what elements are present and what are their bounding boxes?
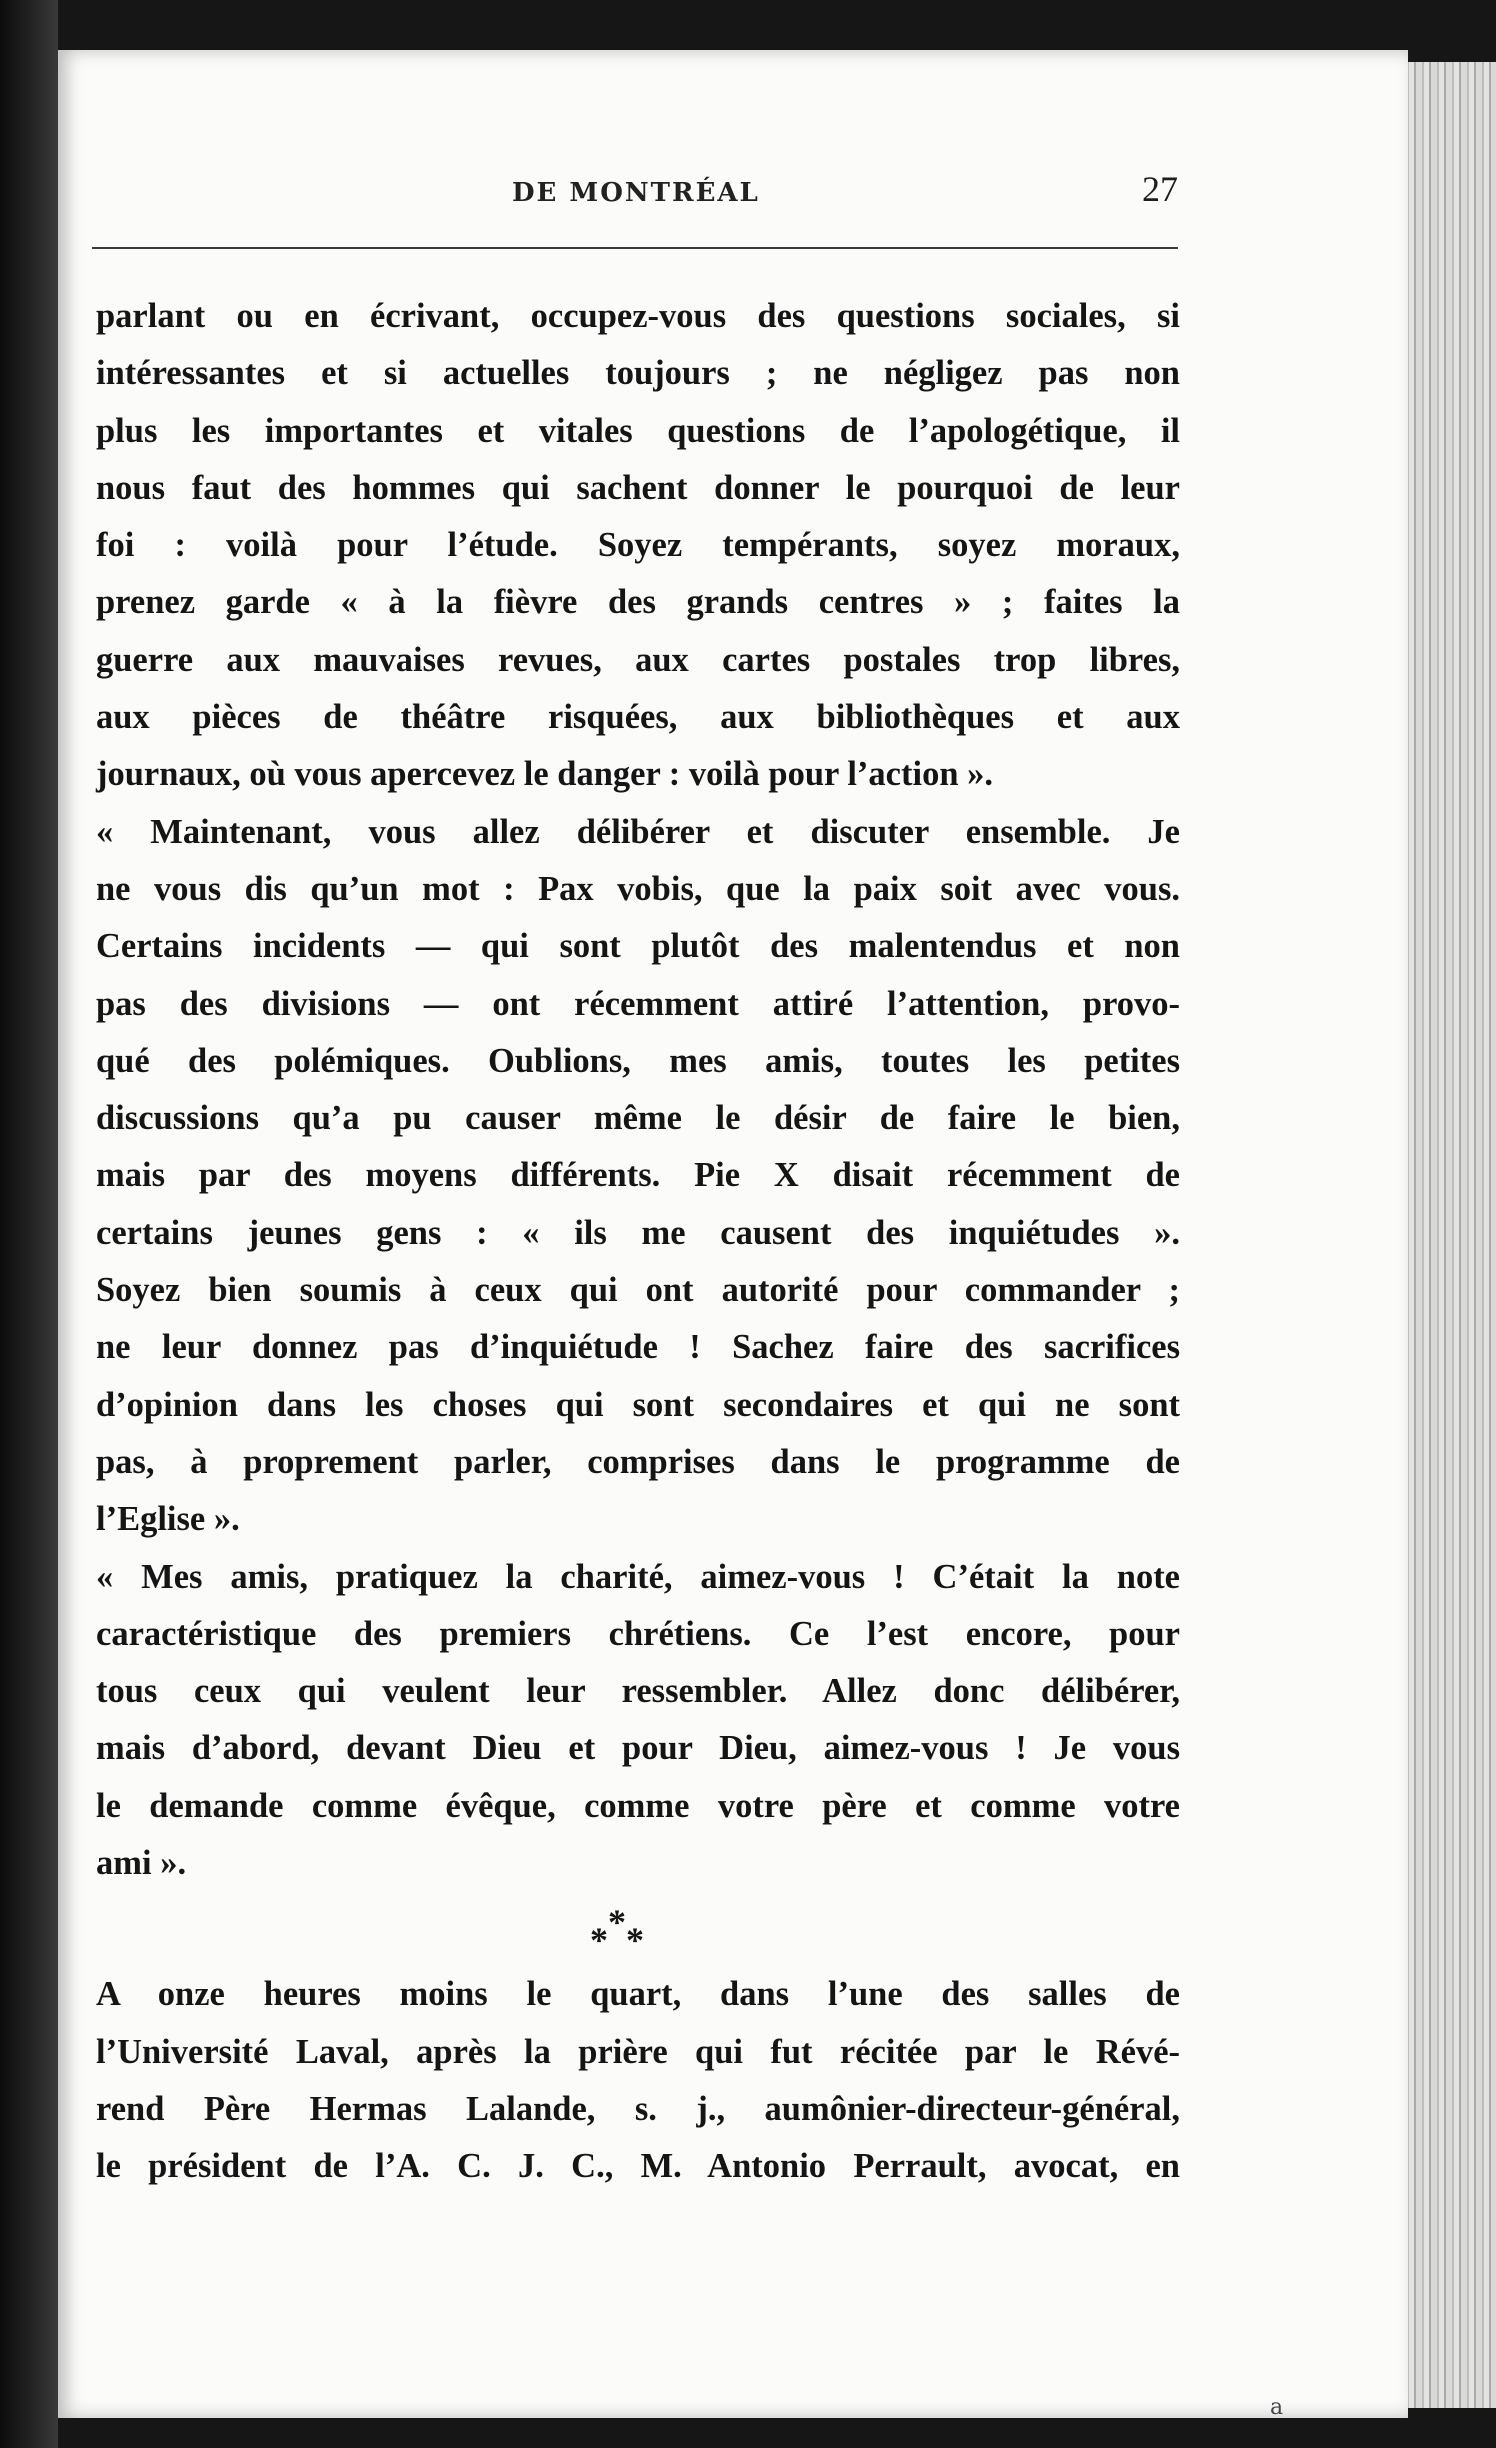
text-line: « Mes amis, pratiquez la charité, aimez-vous ! C’était la note xyxy=(96,1557,1180,1596)
text-line: nous faut des hommes qui sachent donner le pourquoi de leur xyxy=(96,468,1180,507)
text-line: « Maintenant, vous allez délibérer et discuter ensemble. Je xyxy=(96,812,1180,851)
text-line: discussions qu’a pu causer même le désir de faire le bien, xyxy=(96,1099,1180,1138)
text-line: le demande comme évêque, comme votre père et comme votre xyxy=(96,1786,1180,1825)
text-line: caractéristique des premiers chrétiens. Ce l’est encore, pour xyxy=(96,1614,1180,1653)
text-line: ami ». xyxy=(96,1844,187,1883)
asterism-star-left: * xyxy=(590,1920,608,1961)
text-line: prenez garde « à la fièvre des grands centres » ; faites la xyxy=(96,583,1180,622)
text-line: foi : voilà pour l’étude. Soyez tempérants, soyez moraux, xyxy=(96,526,1180,565)
scan-left-shadow xyxy=(0,0,58,2448)
text-line: ne vous dis qu’un mot : Pax vobis, que la paix soit avec vous. xyxy=(96,869,1180,908)
text-line: guerre aux mauvaises revues, aux cartes postales trop libres, xyxy=(96,640,1180,679)
text-line: l’Eglise ». xyxy=(96,1500,240,1539)
margin-mark: a xyxy=(1270,2395,1284,2420)
text-line: qué des polémiques. Oublions, mes amis, toutes les petites xyxy=(96,1041,1180,1080)
text-line: pas des divisions — ont récemment attiré l’attention, provo- xyxy=(96,984,1180,1023)
page-number: 27 xyxy=(1142,169,1178,209)
asterism xyxy=(96,1892,1180,1966)
asterism-star-top: * xyxy=(608,1902,626,1943)
text-line: Soyez bien soumis à ceux qui ont autorité pour commander ; xyxy=(96,1271,1180,1310)
text-line: ne leur donnez pas d’inquiétude ! Sachez faire des sacrifices xyxy=(96,1328,1180,1367)
text-line: plus les importantes et vitales questions de l’apologétique, il xyxy=(96,411,1180,450)
text-line: l’Université Laval, après la prière qui fut récitée par le Révé- xyxy=(96,2032,1180,2071)
text-line: certains jeunes gens : « ils me causent des inquiétudes ». xyxy=(96,1213,1180,1252)
text-line: pas, à proprement parler, comprises dans le programme de xyxy=(96,1442,1180,1481)
running-head: DE MONTRÉAL xyxy=(512,178,760,208)
text-line: journaux, où vous apercevez le danger : voilà pour l’action ». xyxy=(96,755,993,794)
body-text xyxy=(96,288,1180,2196)
text-line: Certains incidents — qui sont plutôt des malentendus et non xyxy=(96,927,1180,966)
text-line: tous ceux qui veulent leur ressembler. Allez donc délibérer, xyxy=(96,1672,1180,1711)
text-line: d’opinion dans les choses qui sont secondaires et qui ne sont xyxy=(96,1385,1180,1424)
asterism-star-right: * xyxy=(626,1920,644,1961)
header-rule xyxy=(92,247,1178,249)
text-line: le président de l’A. C. J. C., M. Antonio Perrault, avocat, en xyxy=(96,2147,1180,2186)
text-line: parlant ou en écrivant, occupez-vous des questions sociales, si xyxy=(96,297,1180,335)
text-line: rend Père Hermas Lalande, s. j., aumônier-directeur-général, xyxy=(96,2089,1180,2128)
text-line: aux pièces de théâtre risquées, aux bibliothèques et aux xyxy=(96,698,1180,737)
text-line: mais par des moyens différents. Pie X disait récemment de xyxy=(96,1156,1180,1195)
text-line: A onze heures moins le quart, dans l’une des salles de xyxy=(96,1975,1180,2014)
text-line: mais d’abord, devant Dieu et pour Dieu, aimez-vous ! Je vous xyxy=(96,1729,1180,1768)
text-line: intéressantes et si actuelles toujours ; ne négligez pas non xyxy=(96,354,1180,393)
